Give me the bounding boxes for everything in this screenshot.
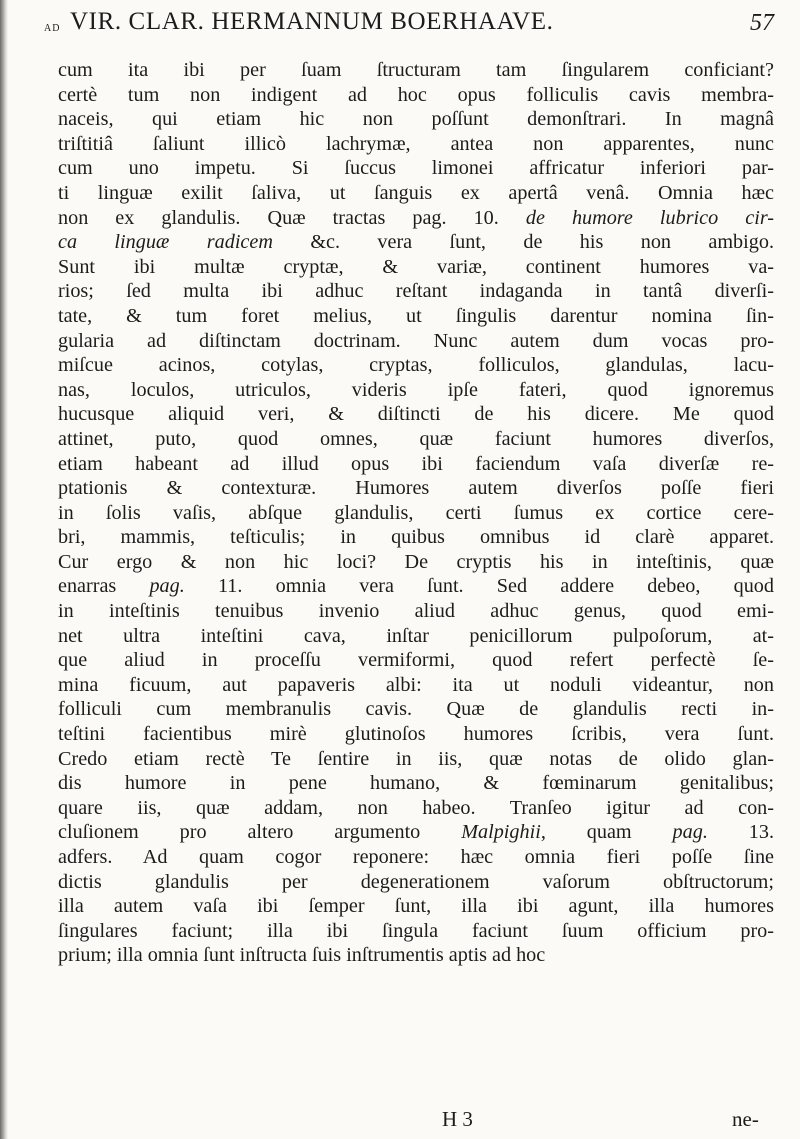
text-segment: quare iis, quæ addam, non habeo. Tranſeo igitur ad con-: [58, 796, 774, 819]
text-line: [58, 648, 774, 673]
text-line: [58, 181, 774, 206]
text-segment: Sunt ibi multæ cryptæ, & variæ, continent humores va-: [58, 255, 774, 278]
text-line: [58, 83, 774, 108]
italic-text: Malpighii: [461, 821, 541, 844]
text-line: [58, 919, 774, 944]
text-line: [58, 943, 774, 968]
text-line: [58, 230, 774, 255]
text-line: [58, 599, 774, 624]
text-line: [58, 156, 774, 181]
text-line: [58, 501, 774, 526]
text-segment: enarras: [58, 575, 150, 598]
text-segment: ſingulares faciunt; illa ibi ſingula faciunt ſuum officium pro-: [58, 919, 774, 942]
text-line: [58, 525, 774, 550]
text-segment: prium; illa omnia ſunt inſtructa ſuis inſtrumentis aptis ad hoc: [58, 944, 546, 967]
body-text: [58, 58, 774, 968]
text-segment: in ſolis vaſis, abſque glandulis, certi ſumus ex cortice cere-: [58, 501, 774, 524]
italic-text: pag.: [672, 821, 708, 844]
text-line: [58, 550, 774, 575]
text-segment: in inteſtinis tenuibus invenio aliud adhuc genus, quod emi-: [58, 600, 774, 623]
running-head-prefix: ad: [44, 20, 61, 35]
text-line: [58, 722, 774, 747]
text-segment: que aliud in proceſſu vermiformi, quod refert perfectè ſe-: [58, 649, 774, 672]
text-line: [58, 132, 774, 157]
text-segment: dictis glandulis per degenerationem vaſorum obſtructorum;: [58, 870, 774, 893]
text-segment: ti linguæ exilit ſaliva, ut ſanguis ex apertâ venâ. Omnia hæc: [58, 181, 774, 204]
text-line: [58, 255, 774, 280]
text-segment: cum ita ibi per ſuam ſtructuram tam ſingularem conficiant?: [58, 59, 774, 81]
italic-text: pag.: [149, 575, 185, 598]
text-line: [58, 771, 774, 796]
running-head-title: VIR. CLAR. HERMANNUM BOERHAAVE.: [70, 8, 554, 35]
text-segment: hucusque aliquid veri, & diſtincti de his dicere. Me quod: [58, 403, 774, 426]
italic-text: de humore lubrico cir-: [525, 206, 774, 229]
text-line: [58, 304, 774, 329]
text-segment: naceis, qui etiam hic non poſſunt demonſtrari. In magnâ: [58, 108, 774, 131]
text-segment: gularia ad diſtinctam doctrinam. Nunc autem dum vocas pro-: [58, 329, 774, 352]
signature-mark: H 3: [442, 1107, 473, 1131]
page-binding-shadow: [0, 0, 8, 1139]
text-line: [58, 894, 774, 919]
italic-text: ca linguæ radicem: [58, 231, 273, 254]
text-segment: Credo etiam rectè Te ſentire in iis, quæ notas de olido glan-: [58, 747, 774, 770]
text-segment: triſtitiâ ſaliunt illicò lachrymæ, antea non apparentes, nunc: [58, 132, 774, 155]
text-segment: &c. vera ſunt, de his non ambigo.: [272, 231, 774, 254]
text-line: [58, 796, 774, 821]
text-segment: illa autem vaſa ibi ſemper ſunt, illa ibi agunt, illa humores: [58, 895, 774, 918]
text-segment: teſtini facientibus mirè glutinoſos humores ſcribis, vera ſunt.: [58, 723, 774, 746]
text-line: [58, 58, 774, 83]
page-number: 57: [750, 10, 774, 36]
text-line: [58, 353, 774, 378]
text-segment: folliculi cum membranulis cavis. Quæ de glandulis recti in-: [58, 698, 774, 721]
text-segment: miſcue acinos, cotylas, cryptas, folliculos, glandulas, lacu-: [58, 354, 774, 377]
text-segment: cluſionem pro altero argumento: [58, 821, 462, 844]
text-line: [58, 820, 774, 845]
text-segment: 13.: [707, 821, 775, 844]
text-segment: tate, & tum foret melius, ut ſingulis darentur nomina ſin-: [58, 304, 774, 327]
text-segment: Cur ergo & non hic loci? De cryptis his in inteſtinis, quæ: [58, 550, 774, 573]
text-line: [58, 329, 774, 354]
text-line: [58, 845, 774, 870]
text-segment: 11. omnia vera ſunt. Sed addere debeo, quod: [184, 575, 774, 598]
text-line: [58, 107, 774, 132]
text-segment: certè tum non indigent ad hoc opus folliculis cavis membra-: [58, 83, 774, 106]
text-segment: nas, loculos, utriculos, videris ipſe fateri, quod ignoremus: [58, 378, 774, 401]
text-line: [58, 870, 774, 895]
text-line: [58, 747, 774, 772]
text-segment: adfers. Ad quam cogor reponere: hæc omnia fieri poſſe ſine: [58, 846, 774, 868]
text-segment: dis humore in pene humano, & fœminarum genitalibus;: [58, 772, 774, 795]
text-segment: ptationis & contexturæ. Humores autem diverſos poſſe fieri: [58, 477, 774, 500]
text-line: [58, 476, 774, 501]
text-segment: cum uno impetu. Si ſuccus limonei affricatur inferiori par-: [58, 157, 774, 180]
text-line: [58, 402, 774, 427]
text-line: [58, 697, 774, 722]
text-line: [58, 673, 774, 698]
text-segment: net ultra inteſtini cava, inſtar penicillorum pulpoſorum, at-: [58, 624, 774, 647]
text-line: [58, 574, 774, 599]
text-segment: non ex glandulis. Quæ tractas pag. 10.: [58, 206, 526, 229]
text-segment: mina ficuum, aut papaveris albi: ita ut noduli videantur, non: [58, 673, 774, 696]
text-line: [58, 624, 774, 649]
running-head: [44, 8, 784, 48]
catchword: ne-: [732, 1107, 759, 1131]
text-segment: , quam: [540, 821, 673, 844]
text-line: [58, 378, 774, 403]
text-segment: bri, mammis, teſticulis; in quibus omnibus id clarè apparet.: [58, 526, 774, 549]
text-line: [58, 279, 774, 304]
text-line: [58, 206, 774, 231]
text-segment: etiam habeant ad illud opus ibi faciendum vaſa diverſæ re-: [58, 452, 774, 475]
text-line: [58, 452, 774, 477]
text-segment: rios; ſed multa ibi adhuc reſtant indaganda in tantâ diverſi-: [58, 280, 774, 303]
text-segment: attinet, puto, quod omnes, quæ faciunt humores diverſos,: [58, 427, 774, 450]
page-footer: [0, 1107, 800, 1133]
text-line: [58, 427, 774, 452]
